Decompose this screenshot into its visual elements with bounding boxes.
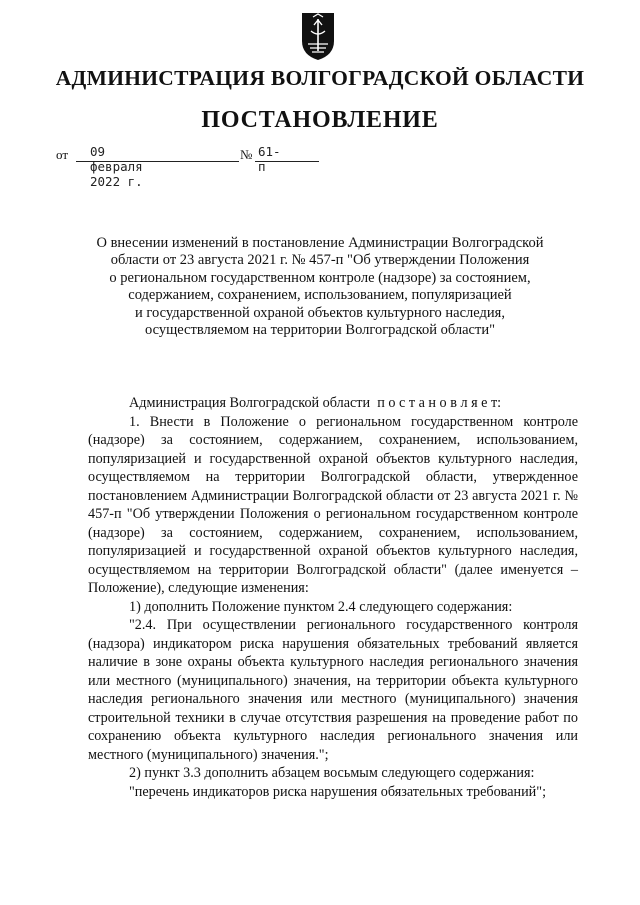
preamble — [88, 394, 578, 413]
title-line: содержанием, сохранением, использованием, популяризацией — [128, 287, 512, 304]
date-underline — [76, 161, 239, 162]
paragraph-quote-2: "перечень индикаторов риска нарушения обязательных требований"; — [129, 783, 547, 800]
title-line: О внесении изменений в постановление Администрации Волгоградской — [96, 235, 544, 251]
organization-name: АДМИНИСТРАЦИЯ ВОЛГОГРАДСКОЙ ОБЛАСТИ — [55, 66, 585, 90]
paragraph-item-1: 1. Внести в Положение о региональном государственном контроле (надзоре) за состоянием, содержанием, сохранением, использованием, популяризацией и государственной охраной объектов культурного наследия, осуществляемом на территории Волгоградской области, утвержденное постановлением Администрации Волгоградской области от 23 августа 2021 г. № 457-п "Об утверждении Положения о региональном государственном контроле (надзоре) за состоянием, содержанием, сохранением, использованием, популяризацией и государственной охраной объектов культурного наследия, осуществляемом на территории Волгоградской области" (далее именуется – Положение), следующие изменения: — [88, 413, 578, 596]
document-type: ПОСТАНОВЛЕНИЕ — [201, 107, 439, 133]
date-value: 09 февраля 2022 г. — [90, 144, 143, 189]
document-title — [60, 235, 580, 339]
title-line: осуществляемом на территории Волгоградской области" — [144, 322, 495, 339]
number-value: 61-п — [258, 144, 281, 174]
preamble-text: Администрация Волгоградской области — [129, 395, 371, 411]
title-line: о региональном государственном контроле (надзоре) за состоянием, — [109, 269, 531, 286]
title-line: области от 23 августа 2021 г. № 457-п "Об утверждении Положения — [110, 252, 530, 269]
paragraph-quote-1: "2.4. При осуществлении регионального государственного контроля (надзора) индикатором риска нарушения обязательных требований является наличие в зоне охраны объекта культурного наследия регионального значения или местного (муниципального) значения, на территории объекта культурного наследия регионального значения или местного (муниципального) значения строительной техники в случае отсутствия разрешения на проведение работ по сохранению объекта культурного наследия регионального значения или местного (муниципального) значения."; — [88, 617, 578, 763]
paragraph-subitem-1: 1) дополнить Положение пунктом 2.4 следующего содержания: — [129, 598, 513, 615]
title-line: и государственной охраной объектов культурного наследия, — [135, 304, 505, 321]
coat-of-arms-emblem — [300, 11, 336, 61]
paragraph-subitem-2: 2) пункт 3.3 дополнить абзацем восьмым следующего содержания: — [129, 765, 535, 781]
preamble-verb: п о с т а н о в л я е т: — [377, 395, 502, 411]
number-underline — [255, 161, 319, 162]
number-label: № — [240, 147, 253, 162]
document-body — [88, 394, 578, 801]
date-from-label: от — [56, 147, 69, 162]
